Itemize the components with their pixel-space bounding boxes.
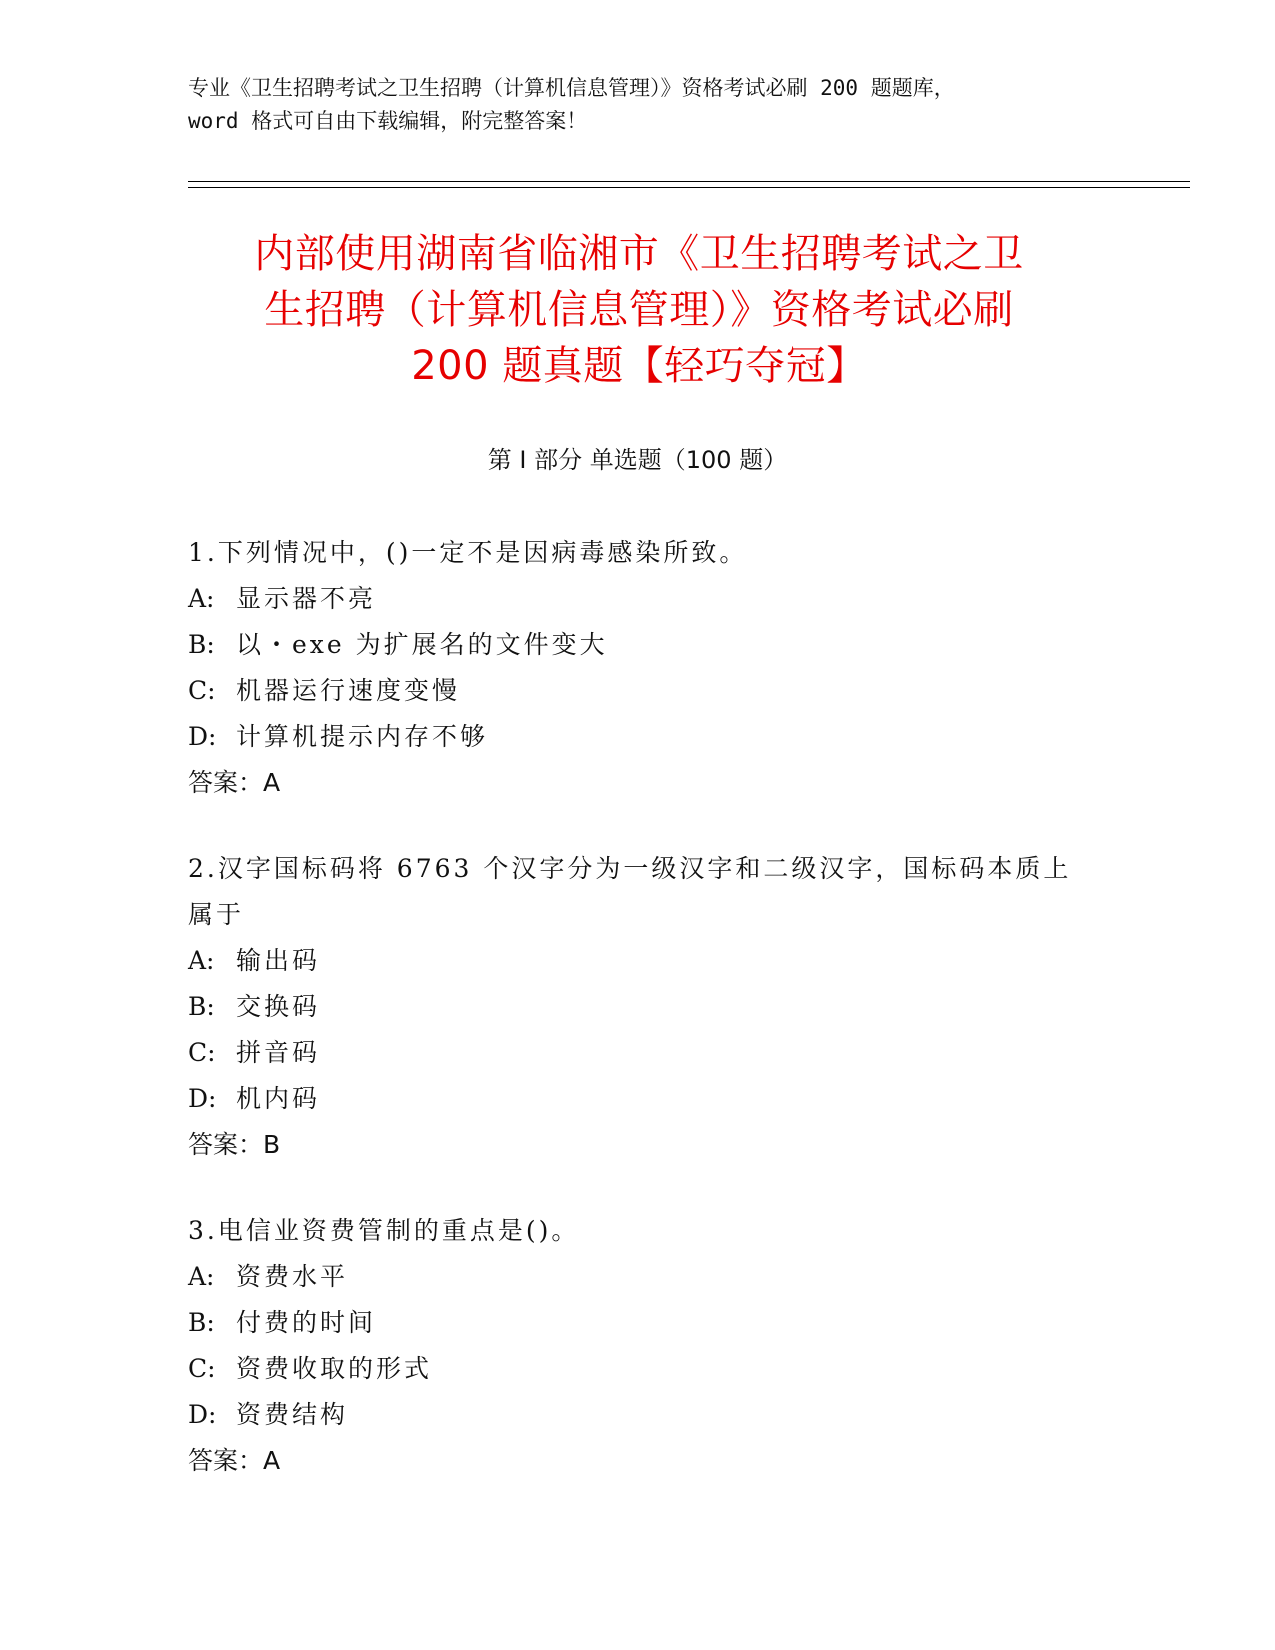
option-text: 资费水平 xyxy=(236,1262,349,1291)
title-line-1: 内部使用湖南省临湘市《卫生招聘考试之卫 xyxy=(254,231,1024,277)
section-heading: 第 I 部分 单选题（100 题） xyxy=(487,446,788,474)
answer-value: B xyxy=(263,1130,281,1159)
document-header xyxy=(188,72,1088,138)
option-letter: B: xyxy=(188,630,215,659)
option-text: 机器运行速度变慢 xyxy=(236,676,461,705)
answer-line xyxy=(188,1438,1088,1484)
option-b xyxy=(188,984,1088,1030)
answer-value: A xyxy=(263,768,281,797)
option-text: 付费的时间 xyxy=(236,1308,377,1337)
option-text: 机内码 xyxy=(236,1084,321,1113)
option-letter: A: xyxy=(188,1262,215,1291)
option-a xyxy=(188,1254,1088,1300)
option-text: 资费收取的形式 xyxy=(236,1354,433,1383)
option-b xyxy=(188,622,1088,668)
option-text: 拼音码 xyxy=(236,1038,321,1067)
answer-line xyxy=(188,760,1088,806)
option-d xyxy=(188,1076,1088,1122)
answer-line xyxy=(188,1122,1088,1168)
question-text: 2.汉字国标码将 6763 个汉字分为一级汉字和二级汉字，国标码本质上属于 xyxy=(188,854,1072,929)
option-text: 以・exe 为扩展名的文件变大 xyxy=(236,630,608,659)
option-letter: B: xyxy=(188,1308,215,1337)
option-letter: D: xyxy=(188,1400,217,1429)
question-item xyxy=(188,530,1088,806)
option-c xyxy=(188,668,1088,714)
option-letter: D: xyxy=(188,722,217,751)
option-d xyxy=(188,714,1088,760)
header-divider-top xyxy=(188,181,1190,182)
option-d xyxy=(188,1392,1088,1438)
document-title xyxy=(188,226,1090,394)
title-line-3: 200 题真题【轻巧夺冠】 xyxy=(411,343,867,389)
option-text: 计算机提示内存不够 xyxy=(236,722,489,751)
option-c xyxy=(188,1030,1088,1076)
answer-label: 答案： xyxy=(188,1446,264,1475)
option-letter: C: xyxy=(188,1354,216,1383)
option-c xyxy=(188,1346,1088,1392)
option-letter: B: xyxy=(188,992,215,1021)
option-text: 显示器不亮 xyxy=(236,584,377,613)
answer-label: 答案： xyxy=(188,1130,264,1159)
header-line-1: 专业《卫生招聘考试之卫生招聘（计算机信息管理）》资格考试必刷 200 题题库， xyxy=(188,76,955,100)
question-list xyxy=(188,530,1088,1524)
answer-value: A xyxy=(263,1446,281,1475)
option-text: 输出码 xyxy=(236,946,321,975)
option-text: 交换码 xyxy=(236,992,321,1021)
option-a xyxy=(188,576,1088,622)
option-letter: C: xyxy=(188,1038,216,1067)
title-line-2: 生招聘（计算机信息管理）》资格考试必刷 xyxy=(264,287,1014,333)
option-letter: C: xyxy=(188,676,216,705)
question-text: 1.下列情况中，()一定不是因病毒感染所致。 xyxy=(188,538,748,567)
header-divider-bottom xyxy=(188,187,1190,188)
option-letter: D: xyxy=(188,1084,217,1113)
header-line-2: word 格式可自由下载编辑，附完整答案！ xyxy=(188,109,588,133)
option-letter: A: xyxy=(188,946,215,975)
option-b xyxy=(188,1300,1088,1346)
question-item xyxy=(188,1208,1088,1484)
answer-label: 答案： xyxy=(188,768,264,797)
question-item xyxy=(188,846,1088,1168)
option-a xyxy=(188,938,1088,984)
option-text: 资费结构 xyxy=(236,1400,349,1429)
question-text: 3.电信业资费管制的重点是()。 xyxy=(188,1216,580,1245)
option-letter: A: xyxy=(188,584,215,613)
